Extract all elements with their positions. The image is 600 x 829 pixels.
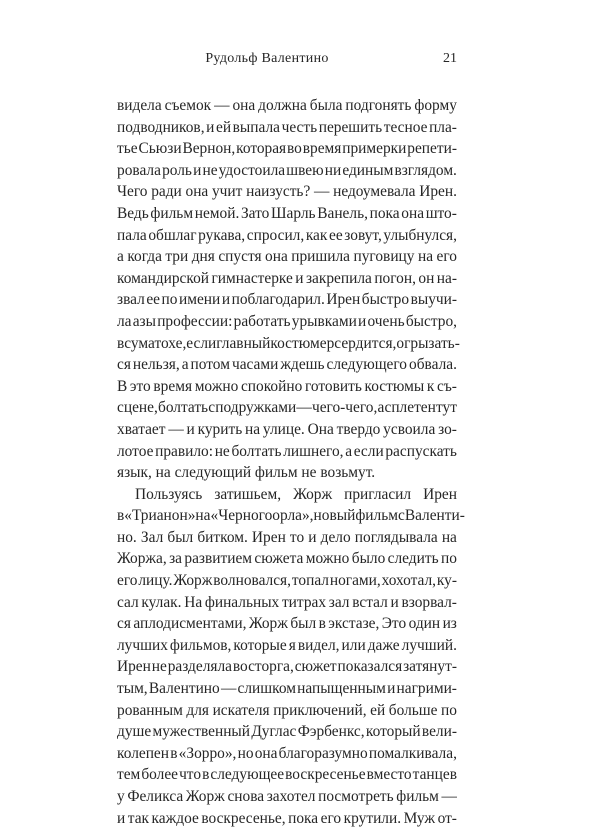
text-line: Ведь фильм немой. Зато Шарль Ванель, пока она што-	[117, 204, 457, 222]
paragraph-2	[117, 484, 465, 829]
text-line: тье Сьюзи Вернон, которая во время примерки репети-	[117, 140, 457, 158]
text-line: Ирен не разделяла восторга, сюжет показался затянут-	[117, 658, 457, 676]
text-line: рованным для искателя приключений, ей больше по	[117, 701, 457, 719]
text-line: душе мужественный Дуглас Фэрбенкс, который вели-	[117, 723, 457, 741]
running-title: Рудольф Валентино	[205, 51, 329, 66]
text-line: подводников, и ей выпала честь перешить тесное пла-	[117, 118, 457, 136]
text-line: сцене, болтать с подружками — чего-чего, а сплетен тут	[117, 399, 457, 417]
text-line: тым, Валентино — слишком напыщенным и нагрими-	[117, 680, 457, 698]
body-text	[117, 95, 465, 829]
text-line: видела съемок — она должна была подгонять форму	[117, 97, 457, 114]
text-line: звал ее по имени и поблагодарил. Ирен быстро выучи-	[117, 291, 457, 309]
text-line: язык, на следующий фильм не возьмут.	[117, 464, 376, 482]
text-line: а когда три дня спустя она пришила пуговицу на его	[117, 248, 457, 266]
text-line: ровала роль и не удостоила швею ни единым взглядом.	[117, 161, 457, 179]
running-head	[117, 51, 457, 73]
text-line: Жоржа, за развитием сюжета можно было следить по	[117, 550, 457, 568]
text-line: его лицу. Жорж волновался, топал ногами, хохотал, ку-	[117, 572, 457, 590]
text-line: в суматохе, если главный костюмер сердится, огрызать-	[117, 334, 460, 352]
text-line: тем более что в следующее воскресенье вместо танцев	[117, 766, 457, 784]
text-line: и так каждое воскресенье, пока его крутили. Муж от-	[117, 809, 457, 827]
text-line: Пользуясь затишьем, Жорж пригласил Ирен	[135, 485, 457, 503]
text-line: командирской гимнастерке и закрепила погон, он на-	[117, 269, 457, 287]
text-line: хватает — и курить на улице. Она твердо усвоила зо-	[117, 420, 457, 438]
page-number: 21	[443, 51, 457, 66]
text-line: ся аплодисментами, Жорж был в экстазе, Это один из	[117, 615, 457, 633]
text-line: колепен в «Зорро», но она благоразумно помалкивала,	[117, 744, 457, 762]
text-line: ся нельзя, а потом часами ждешь следующего обвала.	[117, 356, 457, 374]
text-line: но. Зал был битком. Ирен то и дело поглядывала на	[117, 528, 457, 546]
text-line: ла азы профессии: работать урывками и очень быстро,	[117, 312, 457, 330]
text-line: лучших фильмов, которые я видел, или даже лучший.	[117, 636, 457, 654]
text-line: лотое правило: не болтать лишнего, а если распускать	[117, 442, 457, 460]
text-line: В это время можно спокойно готовить костюмы к съ-	[117, 377, 457, 395]
paragraph-1	[117, 95, 460, 484]
text-line: Чего ради она учит наизусть? — недоумевала Ирен.	[117, 183, 457, 201]
text-line: пала обшлаг рукава, спросил, как ее зовут, улыбнулся,	[117, 226, 457, 244]
text-line: у Феликса Жорж снова захотел посмотреть фильм —	[117, 788, 457, 805]
text-line: в «Трианон» на «Черного орла», новый фильм с Валенти-	[117, 507, 465, 525]
text-line: сал кулак. На финальных титрах зал встал и взорвал-	[117, 593, 457, 611]
